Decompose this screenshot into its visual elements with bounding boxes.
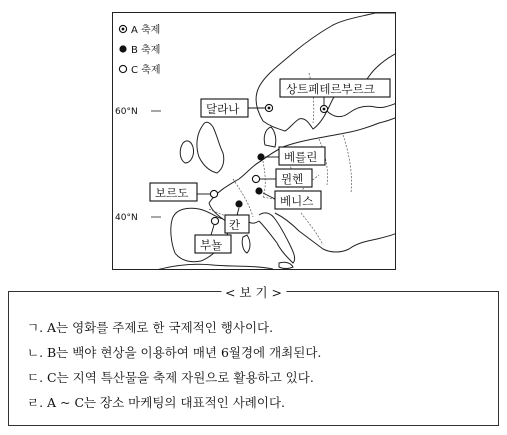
legend (117, 18, 175, 80)
statement-3-text: C는 지역 특산물을 축제 자원으로 활용하고 있다. (47, 370, 314, 385)
bordeaux-label: 보르도 (155, 186, 189, 200)
sardinia-coast (242, 235, 250, 253)
statement-2-text: B는 백야 현상을 이용하여 매년 6월경에 개최된다. (47, 345, 322, 360)
legend-b-icon (119, 45, 126, 52)
city-cannes (225, 200, 249, 233)
scandinavia-coast (256, 13, 396, 131)
statement-1-key: ㄱ. (27, 320, 44, 335)
city-bordeaux (150, 183, 218, 201)
legend-b-label: B 축제 (131, 45, 161, 56)
cannes-marker-icon (235, 200, 242, 207)
map-svg (113, 13, 396, 270)
baltic-coast (327, 103, 396, 117)
bunol-leader (211, 225, 214, 235)
statement-3-key: ㄷ. (27, 370, 44, 385)
coastlines (153, 13, 396, 270)
cannes-leader (237, 208, 239, 215)
statement-2 (27, 343, 321, 361)
border-7 (343, 135, 352, 193)
statement-1 (27, 318, 273, 336)
legend-a-dot-icon (122, 28, 125, 31)
dalarna-dot-icon (268, 107, 271, 110)
berlin-marker-icon (257, 153, 264, 160)
dalarna-label: 달라나 (206, 102, 240, 116)
italy-coast (259, 213, 295, 263)
denmark-coast (264, 127, 276, 147)
munich-marker-icon (252, 175, 259, 182)
legend-c-label: C 축제 (131, 65, 161, 76)
city-venice (255, 187, 321, 209)
statement-4-text: A ~ C는 장소 마케팅의 대표적인 사례이다. (47, 395, 286, 410)
venice-leader (263, 193, 275, 199)
legend-c-icon (119, 65, 126, 72)
statement-2-key: ㄴ. (27, 345, 44, 360)
venice-label: 베니스 (280, 194, 314, 208)
munich-label: 뮌헨 (281, 172, 304, 186)
lat-40-label: 40°N (115, 213, 138, 223)
sicily-coast (279, 262, 293, 268)
city-dalarna (201, 99, 273, 117)
bordeaux-marker-icon (210, 190, 217, 197)
city-munich (252, 169, 312, 187)
statement-4-key: ㄹ. (27, 395, 44, 410)
africa-coast (153, 264, 273, 270)
cannes-label: 칸 (229, 218, 241, 232)
statement-3 (27, 368, 314, 386)
statement-4 (27, 393, 285, 411)
saint-petersburg-label: 상트페테르부르크 (286, 82, 375, 96)
bunol-label: 부뇰 (200, 238, 223, 252)
lat-60-label: 60°N (115, 107, 138, 117)
berlin-label: 베를린 (284, 150, 318, 164)
statement-1-text: A는 영화를 주제로 한 국제적인 행사이다. (47, 320, 274, 335)
venice-marker-icon (255, 187, 262, 194)
bogi-box (8, 285, 499, 426)
bunol-marker-icon (211, 217, 218, 224)
border-1 (233, 179, 253, 217)
city-saint-petersburg (280, 79, 390, 113)
bogi-title: < 보 기 > (221, 283, 286, 301)
balkan-coast (275, 213, 396, 252)
ireland-coast (180, 141, 193, 163)
legend-a-label: A 축제 (131, 25, 161, 36)
europe-map (112, 12, 396, 270)
saint-petersburg-dot-icon (323, 108, 326, 111)
britain-coast (197, 122, 224, 173)
